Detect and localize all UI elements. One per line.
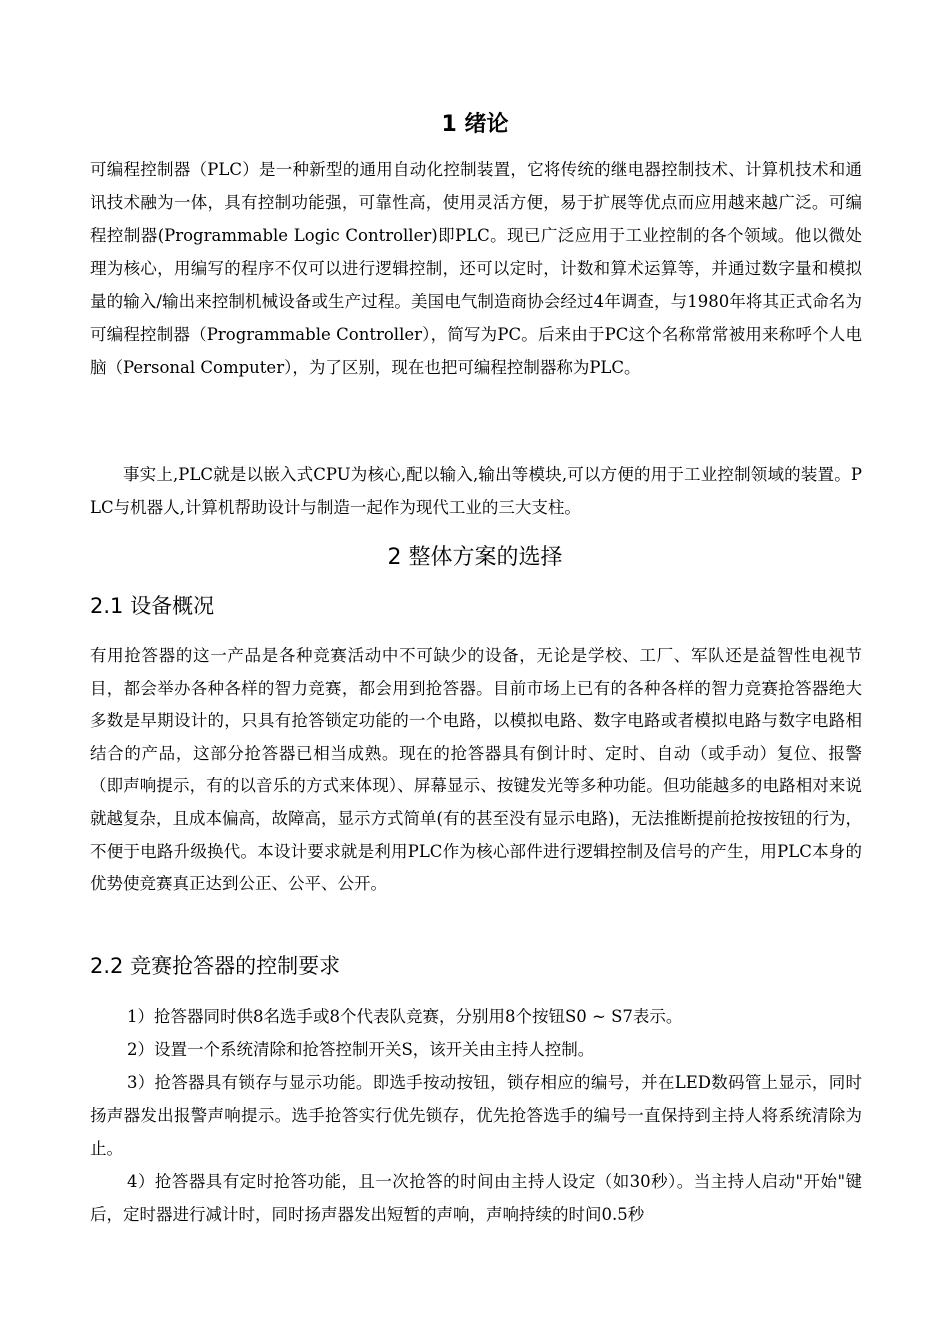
subsection-2-1-title: 2.1 设备概况 <box>90 594 215 618</box>
subsection-2-2-title: 2.2 竞赛抢答器的控制要求 <box>90 954 341 978</box>
requirement-item-2: 2）设置一个系统清除和抢答控制开关S，该开关由主持人控制。 <box>127 1040 595 1059</box>
control-requirements-list <box>90 1000 862 1231</box>
requirement-item-3: 3）抢答器具有锁存与显示功能。即选手按动按钮，锁存相应的编号，并在LED数码管上显示，同时扬声器发出报警声响提示。选手抢答实行优先锁存，优先抢答选手的编号一直保持到主持人将系统清除为止。 <box>90 1073 862 1158</box>
section-2-title: 2 整体方案的选择 <box>387 545 563 570</box>
section-1-paragraph-2: 事实上,PLC就是以嵌入式CPU为核心,配以输入,输出等模块,可以方便的用于工业控制领域的装置。PLC与机器人,计算机帮助设计与制造一起作为现代工业的三大支柱。 <box>90 465 862 517</box>
requirement-item-4: 4）抢答器具有定时抢答功能，且一次抢答的时间由主持人设定（如30秒）。当主持人启动"开始"键后，定时器进行减计时，同时扬声器发出短暂的声响，声响持续的时间0.5秒 <box>90 1172 862 1224</box>
section-1-paragraph-1: 可编程控制器（PLC）是一种新型的通用自动化控制装置，它将传统的继电器控制技术、计算机技术和通讯技术融为一体，具有控制功能强，可靠性高，使用灵活方便，易于扩展等优点而应用越来越广泛。可编程控制器(Programmable Logic Controller)即PLC。现已广泛应用于工业控制的各个领域。他以微处理为核心，用编写的程序不仅可以进行逻辑控制，还可以定时，计数和算术运算等，并通过数字量和模拟量的输入/输出来控制机械设备或生产过程。美国电气制造商协会经过4年调查，与1980年将其正式命名为可编程控制器（Programmable Controller），简写为PC。后来由于PC这个名称常常被用来称呼个人电脑（Personal Computer），为了区别，现在也把可编程控制器称为PLC。 <box>90 160 862 377</box>
subsection-2-1-paragraph: 有用抢答器的这一产品是各种竞赛活动中不可缺少的设备，无论是学校、工厂、军队还是益智性电视节目，都会举办各种各样的智力竞赛，都会用到抢答器。目前市场上已有的各种各样的智力竞赛抢答器绝大多数是早期设计的，只具有抢答锁定功能的一个电路，以模拟电路、数字电路或者模拟电路与数字电路相结合的产品，这部分抢答器已相当成熟。现在的抢答器具有倒计时、定时、自动（或手动）复位、报警（即声响提示，有的以音乐的方式来体现）、屏幕显示、按键发光等多种功能。但功能越多的电路相对来说就越复杂，且成本偏高，故障高，显示方式简单(有的甚至没有显示电路)，无法推断提前抢按按钮的行为，不便于电路升级换代。本设计要求就是利用PLC作为核心部件进行逻辑控制及信号的产生，用PLC本身的优势使竞赛真正达到公正、公平、公开。 <box>90 646 862 894</box>
section-1-title: 1 绪论 <box>441 112 509 137</box>
requirement-item-1: 1）抢答器同时供8名选手或8个代表队竞赛，分别用8个按钮S0 ~ S7表示。 <box>127 1007 683 1026</box>
